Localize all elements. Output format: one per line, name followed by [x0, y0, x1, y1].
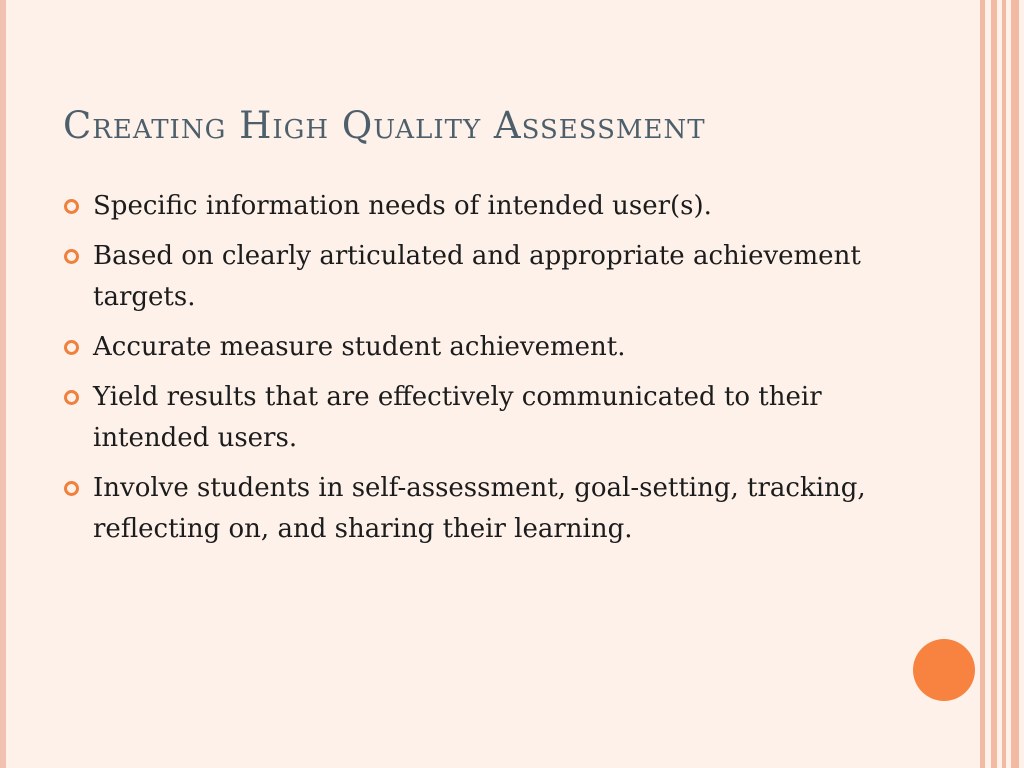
bullet-text: Yield results that are effectively communicated to their intended users.: [93, 382, 822, 453]
bullet-circle-icon: [64, 390, 79, 405]
slide-title: Creating High Quality Assessment: [63, 104, 706, 147]
left-border-decoration: [0, 0, 6, 768]
bullet-circle-icon: [64, 249, 79, 264]
bullet-circle-icon: [64, 199, 79, 214]
bullet-text: Specific information needs of intended user(s).: [93, 191, 712, 221]
bullet-item: [64, 236, 894, 318]
bullet-item: [64, 468, 894, 550]
bullet-list: [64, 186, 894, 559]
bullet-text: Based on clearly articulated and appropriate achievement targets.: [93, 241, 861, 312]
right-stripe-decoration: [980, 0, 1024, 768]
bullet-text: Accurate measure student achievement.: [93, 332, 626, 362]
bullet-circle-icon: [64, 340, 79, 355]
bullet-item: [64, 327, 894, 368]
bullet-circle-icon: [64, 481, 79, 496]
bullet-item: [64, 186, 894, 227]
stripe: [991, 0, 997, 768]
stripe: [980, 0, 985, 768]
stripe: [1002, 0, 1006, 768]
bullet-text: Involve students in self-assessment, goal-setting, tracking, reflecting on, and sharing their learning.: [93, 473, 866, 544]
decorative-orange-circle: [913, 639, 975, 701]
stripe: [1011, 0, 1019, 768]
bullet-item: [64, 377, 894, 459]
